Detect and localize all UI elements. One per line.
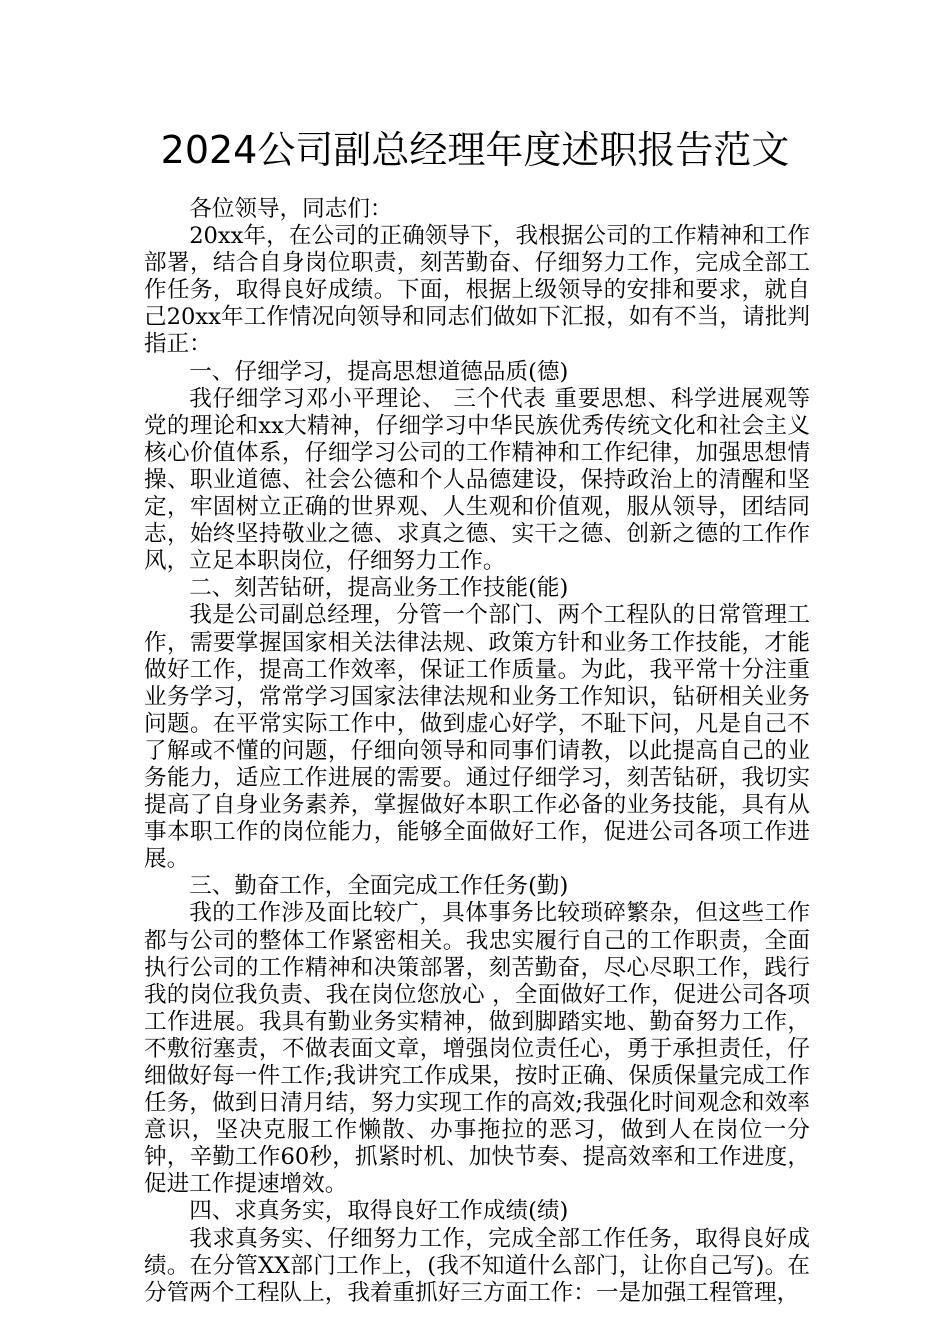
section-body-4: 我求真务实、仔细努力工作，完成全部工作任务，取得良好成绩。在分管XX部门工作上，(我不知道什么部门，让你自己写)。在分管两个工程队上，我着重抓好三方面工作：一是加强工程管理， [144,1225,810,1306]
section-body-2: 我是公司副总经理，分管一个部门、两个工程队的日常管理工作，需要掌握国家相关法律法规、政策方针和业务工作技能，才能做好工作，提高工作效率，保证工作质量。为此，我平常十分注重业务学习，常常学习国家法律法规和业务工作知识，钻研相关业务问题。在平常实际工作中，做到虚心好学，不耻下问，凡是自己不了解或不懂的问题，仔细向领导和同事们请教，以此提高自己的业务能力，适应工作进展的需要。通过仔细学习，刻苦钻研，我切实提高了自身业务素养，掌握做好本职工作必备的业务技能，具有从事本职工作的岗位能力，能够全面做好工作，促进公司各项工作进展。 [144,602,810,873]
section-heading-2: 二、刻苦钻研，提高业务工作技能(能) [189,575,569,602]
intro-paragraph: 20xx年，在公司的正确领导下，我根据公司的工作精神和工作部署，结合自身岗位职责，刻苦勤奋、仔细努力工作，完成全部工作任务，取得良好成绩。下面，根据上级领导的安排和要求，就自己20xx年工作情况向领导和同志们做如下汇报，如有不当，请批判指正： [144,223,810,358]
section-heading-4: 四、求真务实，取得良好工作成绩(绩) [189,1198,569,1225]
section-body-1: 我仔细学习邓小平理论、 三个代表 重要思想、科学进展观等党的理论和xx大精神，仔细学习中华民族优秀传统文化和社会主义核心价值体系，仔细学习公司的工作精神和工作纪律，加强思想情操、职业道德、社会公德和个人品德建设，保持政治上的清醒和坚定，牢固树立正确的世界观、人生观和价值观，服从领导，团结同志，始终坚持敬业之德、求真之德、实干之德、创新之德的工作作风，立足本职岗位，仔细努力工作。 [144,385,810,575]
section-heading-3: 三、勤奋工作，全面完成工作任务(勤) [189,873,569,900]
document-body [144,196,810,1307]
salutation: 各位领导，同志们： [189,196,393,222]
section-body-3: 我的工作涉及面比较广，具体事务比较琐碎繁杂，但这些工作都与公司的整体工作紧密相关。我忠实履行自己的工作职责，全面执行公司的工作精神和决策部署，刻苦勤奋，尽心尽职工作，践行我的岗位我负责、我在岗位您放心 ，全面做好工作，促进公司各项工作进展。我具有勤业务实精神，做到脚踏实地、勤奋努力工作，不敷衍塞责，不做表面文章，增强岗位责任心，勇于承担责任，仔细做好每一件工作;我讲究工作成果，按时正确、保质保量完成工作任务，做到日清月结，努力实现工作的高效;我强化时间观念和效率意识，坚决克服工作懒散、办事拖拉的恶习，做到人在岗位一分钟，辛勤工作60秒，抓紧时机、加快节奏、提高效率和工作进度，促进工作提速增效。 [144,900,810,1198]
section-heading-1: 一、仔细学习，提高思想道德品质(德) [189,358,569,385]
document-title: 2024公司副总经理年度述职报告范文 [160,128,790,172]
